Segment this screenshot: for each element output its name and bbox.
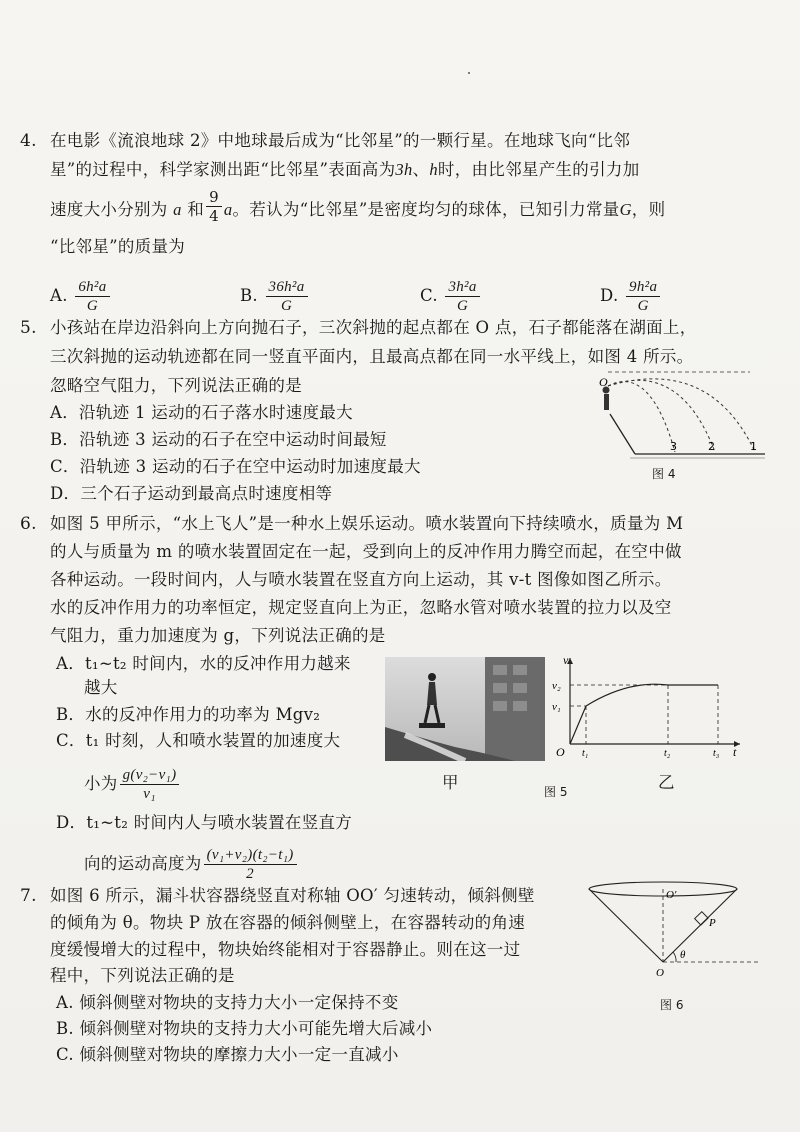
fig6-o-prime-label: O′ <box>666 889 677 901</box>
fig4-label-1: 1 <box>750 440 757 453</box>
q5-option-c: C．沿轨迹 3 运动的石子在空中运动时加速度最大 <box>50 457 421 476</box>
figure-4-caption: 图 4 <box>652 467 676 481</box>
fig4-o-label: O <box>599 375 608 389</box>
q7-option-b: B. 倾斜侧壁对物块的支持力大小可能先增大后减小 <box>56 1019 433 1038</box>
q6-option-a2: 越大 <box>84 678 118 697</box>
q4-option-a: A. $\frac{\text{6h²a}}{G}$ <box>50 278 112 315</box>
q6-line5: 气阻力，重力加速度为 g，下列说法正确的是 <box>50 626 386 645</box>
q6-option-d2: 向的运动高度为 $\frac{\text{(v₁+v₂)(t₂−t₁)}}{2}$ <box>84 846 299 883</box>
q6-option-a1: A．t₁~t₂ 时间内，水的反冲作用力越来 <box>56 654 351 673</box>
graph-t-axis-label: t <box>733 745 737 759</box>
figure-5-caption: 图 5 <box>544 785 568 799</box>
figure-6-caption: 图 6 <box>660 998 684 1012</box>
q5-option-d: D．三个石子运动到最高点时速度相等 <box>50 484 333 503</box>
graph-t1-label: t₁ <box>582 748 589 759</box>
q5-number: 5. <box>20 318 37 338</box>
fig6-p-label: P <box>709 917 716 929</box>
q5-line3: 忽略空气阻力，下列说法正确的是 <box>50 376 302 395</box>
figure-4-trajectories <box>590 362 770 472</box>
q7-line3: 度缓慢增大的过程中，物块始终能相对于容器静止。则在这一过 <box>50 940 521 959</box>
q6-option-c1: C．t₁ 时刻，人和喷水装置的加速度大 <box>56 731 341 750</box>
graph-origin-label: O <box>556 745 565 759</box>
scan-speck <box>468 72 470 74</box>
q6-number: 6. <box>20 514 37 534</box>
q7-option-a: A. 倾斜侧壁对物块的支持力大小一定保持不变 <box>56 993 399 1012</box>
q6-option-d1: D．t₁~t₂ 时间内人与喷水装置在竖直方 <box>56 813 353 832</box>
q4-line4: “比邻星”的质量为 <box>50 237 186 256</box>
graph-t3-label: t₃ <box>713 748 720 759</box>
q4-line2: 星”的过程中，科学家测出距“比邻星”表面高为3h、h时，由比邻星产生的引力加 <box>50 160 640 179</box>
q5-line1: 小孩站在岸边沿斜向上方向抛石子，三次斜抛的起点都在 O 点，石子都能落在湖面上， <box>50 318 697 337</box>
q5-option-a: A．沿轨迹 1 运动的石子落水时速度最大 <box>50 403 353 422</box>
graph-t2-label: t₂ <box>664 748 671 759</box>
q5-line2: 三次斜抛的运动轨迹都在同一竖直平面内，且最高点都在同一水平线上，如图 4 所示。 <box>50 347 694 366</box>
figure-5-yi-label: 乙 <box>658 773 675 792</box>
q5-option-b: B．沿轨迹 3 运动的石子在空中运动时间最短 <box>50 430 387 449</box>
q6-line3: 各种运动。一段时间内，人与喷水装置在竖直方向上运动，其 v-t 图像如图乙所示。 <box>50 570 672 589</box>
q6-option-c2: 小为 $\frac{\text{g(v₂−v₁)}}{\text{v₁}}$ <box>84 766 181 803</box>
q4-line3: 速度大小分别为 a 和 $\frac{9}{4}$ a。若认为“比邻星”是密度均匀的球体，已知引力常量G，则 <box>50 188 666 225</box>
figure-5-photo <box>385 657 545 761</box>
graph-v1-label: v₁ <box>552 701 561 713</box>
graph-v-axis-label: v <box>563 653 569 667</box>
q6-line2: 的人与质量为 m 的喷水装置固定在一起，受到向上的反冲作用力腾空而起，在空中做 <box>50 542 682 561</box>
q6-option-b: B．水的反冲作用力的功率为 Mgv₂ <box>56 705 321 724</box>
q7-number: 7. <box>20 886 37 906</box>
q6-line1: 如图 5 甲所示，“水上飞人”是一种水上娱乐运动。喷水装置向下持续喷水，质量为 M <box>50 514 684 533</box>
q4-option-c: C. $\frac{\text{3h²a}}{G}$ <box>420 278 482 315</box>
figure-6-funnel <box>588 880 778 980</box>
figure-5-vt-graph <box>548 652 748 764</box>
q4-number: 4. <box>20 131 37 151</box>
fig4-label-2: 2 <box>708 440 715 453</box>
q4-option-b: B. $\frac{\text{36h²a}}{G}$ <box>240 278 310 315</box>
q4-option-d: D. $\frac{\text{9h²a}}{G}$ <box>600 278 662 315</box>
fig6-o-label: O <box>656 967 664 979</box>
q7-line2: 的倾角为 θ。物块 P 放在容器的倾斜侧壁上，在容器转动的角速 <box>50 913 526 932</box>
q7-line4: 程中，下列说法正确的是 <box>50 966 235 985</box>
q7-line1: 如图 6 所示，漏斗状容器绕竖直对称轴 OO′ 匀速转动，倾斜侧壁 <box>50 886 535 905</box>
figure-5-jia-label: 甲 <box>442 773 459 792</box>
graph-v2-label: v₂ <box>552 680 561 692</box>
fig6-theta-label: θ <box>680 949 686 961</box>
q7-option-c: C. 倾斜侧壁对物块的摩擦力大小一定一直减小 <box>56 1045 399 1064</box>
q4-line1: 在电影《流浪地球 2》中地球最后成为“比邻星”的一颗行星。在地球飞向“比邻 <box>50 131 631 150</box>
fig4-label-3: 3 <box>670 440 677 453</box>
q6-line4: 水的反冲作用力的功率恒定，规定竖直向上为正，忽略水管对喷水装置的拉力以及空 <box>50 598 672 617</box>
